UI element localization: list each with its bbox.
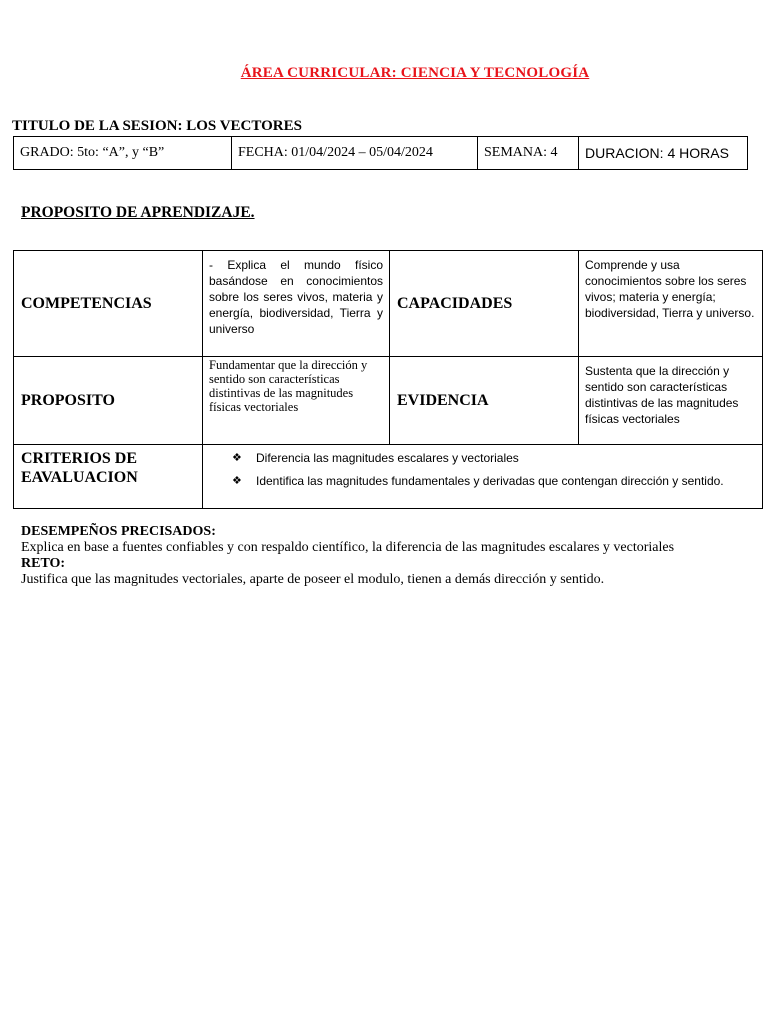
criterios-label-line-2: EAVALUACION — [21, 469, 138, 486]
fecha-cell: FECHA: 01/04/2024 – 05/04/2024 — [232, 137, 478, 170]
semana-cell: SEMANA: 4 — [478, 137, 579, 170]
criterios-list — [204, 446, 761, 498]
duracion-cell: DURACION: 4 HORAS — [579, 137, 748, 170]
proposito-text: Fundamentar que la dirección y sentido son características distintivas de las magnitudes físicas vectoriales — [203, 357, 390, 445]
desempenos-heading: DESEMPEÑOS PRECISADOS: — [21, 524, 216, 539]
info-table — [13, 136, 748, 170]
evidencia-label: EVIDENCIA — [390, 357, 579, 445]
area-title: ÁREA CURRICULAR: CIENCIA Y TECNOLOGÍA — [240, 65, 590, 81]
competencias-text: - Explica el mundo físico basándose en conocimientos sobre los seres vivos, materia y energía, biodiversidad, Tierra y universo — [203, 251, 390, 357]
criterios-label-line-1: CRITERIOS DE — [21, 450, 138, 467]
grado-cell: GRADO: 5to: “A”, y “B” — [14, 137, 232, 170]
criterio-item: ❖ Diferencia las magnitudes escalares y vectoriales — [232, 450, 761, 466]
criterio-item: ❖ Identifica las magnitudes fundamentales y derivadas que contengan dirección y sentido. — [232, 473, 761, 489]
desempenos-section — [21, 524, 751, 588]
evidencia-text: Sustenta que la dirección y sentido son características distintivas de las magnitudes físicas vectoriales — [579, 357, 763, 445]
reto-text: Justifica que las magnitudes vectoriales, aparte de poseer el modulo, tienen a demás dirección y sentido. — [21, 572, 605, 587]
session-title: TITULO DE LA SESION: LOS VECTORES — [12, 118, 302, 134]
learning-purpose-table — [13, 250, 763, 509]
criterios-label — [14, 445, 203, 509]
purpose-heading: PROPOSITO DE APRENDIZAJE. — [21, 204, 255, 221]
capacidades-text: Comprende y usa conocimientos sobre los seres vivos; materia y energía; biodiversidad, Tierra y universo. — [579, 251, 763, 357]
criterios-cell — [203, 445, 763, 509]
proposito-label: PROPOSITO — [14, 357, 203, 445]
desempenos-text: Explica en base a fuentes confiables y con respaldo científico, la diferencia de las magnitudes escalares y vectoriales — [21, 540, 675, 555]
reto-heading: RETO: — [21, 556, 66, 571]
capacidades-label: CAPACIDADES — [390, 251, 579, 357]
competencias-label: COMPETENCIAS — [14, 251, 203, 357]
